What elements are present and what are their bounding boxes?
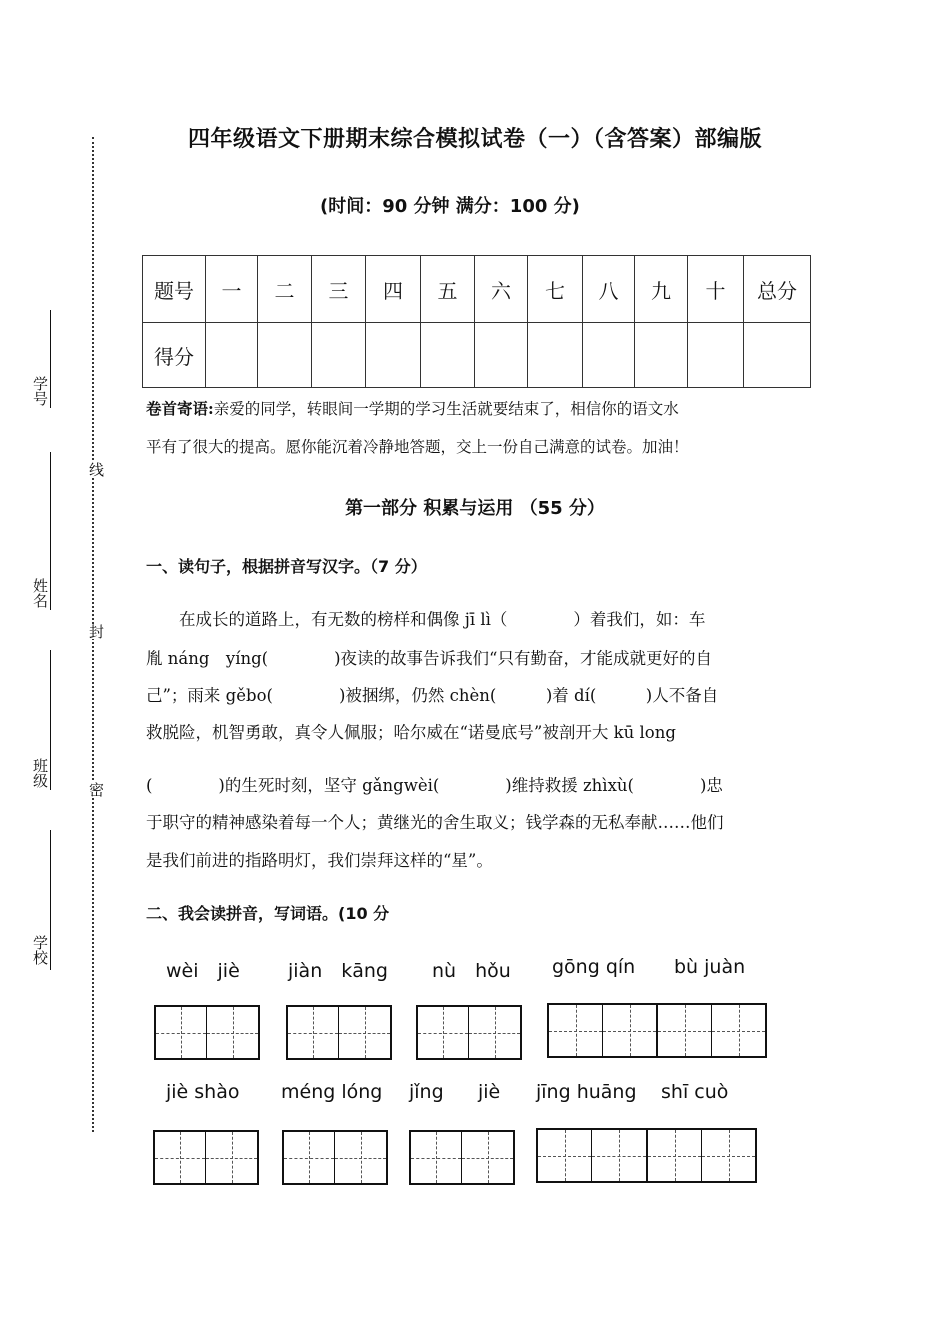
grid-cell[interactable] [603,1005,658,1056]
score-table [142,255,811,388]
score-header: 三 [312,256,366,323]
score-cell [475,323,528,388]
score-header: 总分 [744,256,811,323]
score-header: 十 [688,256,744,323]
q1-title: 一、读句子，根据拼音写汉字。（7 分） [146,557,427,576]
q1-line: 己”；雨来 gěbo( )被捆绑，仍然 chèn( )着 dí( )人不备自 [146,686,719,705]
score-header: 二 [258,256,312,323]
grid-cell[interactable] [549,1005,603,1056]
class-label: 班级 [31,758,49,788]
score-cell [312,323,366,388]
writing-grid[interactable] [282,1130,388,1185]
score-header: 题号 [143,256,206,323]
grid-cell[interactable] [418,1007,469,1058]
q1-line: 救脱险，机智勇敢，真令人佩服；哈尔威在“诺曼底号”被剖开大 kū long [146,723,676,742]
pinyin-label: shī cuò [661,1081,729,1103]
pinyin-label: bù juàn [674,956,746,978]
seal-mark-secret: 密 [87,782,105,797]
seal-mark-line: 线 [87,462,105,477]
name-label: 姓名 [31,578,49,608]
score-cell [206,323,258,388]
pinyin-label: jiè shào [166,1081,240,1103]
grid-cell[interactable] [462,1132,513,1183]
score-cell [366,323,421,388]
writing-grid[interactable] [547,1003,767,1058]
score-header: 九 [635,256,688,323]
preface [146,390,811,466]
score-cell [421,323,475,388]
grid-cell[interactable] [648,1130,702,1181]
grid-cell[interactable] [335,1132,386,1183]
grid-cell[interactable] [156,1007,207,1058]
score-cell [258,323,312,388]
writing-grid[interactable] [153,1130,259,1185]
pinyin-label: jiàn kāng [288,960,388,982]
grid-cell[interactable] [469,1007,520,1058]
student-id-blank [50,310,51,408]
score-header: 八 [583,256,635,323]
writing-grid[interactable] [409,1130,515,1185]
q1-line: ( )的生死时刻，坚守 gǎngwèi( )维持救援 zhìxù( )忠 [146,776,723,795]
class-blank [50,650,51,790]
preface-label: 卷首寄语: [146,399,214,418]
preface-line2: 平有了很大的提高。愿你能沉着冷静地答题，交上一份自己满意的试卷。加油！ [146,438,689,456]
score-cell [744,323,811,388]
q1-line: 胤 náng yíng( )夜读的故事告诉我们“只有勤奋，才能成就更好的自 [146,649,712,668]
score-header: 四 [366,256,421,323]
writing-grid[interactable] [536,1128,757,1183]
grid-cell[interactable] [538,1130,592,1181]
time-info: (时间：90 分钟 满分：100 分) [320,196,580,217]
pinyin-label: méng lóng [281,1081,383,1103]
grid-cell[interactable] [592,1130,648,1181]
writing-grid[interactable] [154,1005,260,1060]
grid-cell[interactable] [658,1005,712,1056]
part1-title: 第一部分 积累与运用 （55 分） [345,498,605,519]
pinyin-label: nù hǒu [432,960,511,982]
grid-cell[interactable] [206,1132,257,1183]
score-header: 五 [421,256,475,323]
writing-grid[interactable] [416,1005,522,1060]
score-header: 七 [528,256,583,323]
pinyin-label: gōng qín [552,956,636,978]
preface-line1: 亲爱的同学，转眼间一学期的学习生活就要结束了，相信你的语文水 [213,400,679,418]
score-cell [635,323,688,388]
score-row-label: 得分 [143,323,206,388]
grid-cell[interactable] [284,1132,335,1183]
pinyin-label: wèi jiè [166,960,240,982]
school-label: 学校 [31,935,49,965]
pinyin-label: jīng huāng [536,1081,637,1103]
pinyin-label: jiè [478,1081,501,1103]
pinyin-label: jǐng [409,1081,444,1103]
q1-line: 于职守的精神感染着每一个人；黄继光的舍生取义；钱学森的无私奉献……他们 [146,813,724,832]
grid-cell[interactable] [207,1007,258,1058]
score-cell [688,323,744,388]
writing-grid[interactable] [286,1005,392,1060]
name-blank [50,452,51,610]
grid-cell[interactable] [155,1132,206,1183]
score-header: 一 [206,256,258,323]
school-blank [50,830,51,970]
grid-cell[interactable] [288,1007,339,1058]
q2-title: 二、我会读拼音，写词语。(10 分 [146,904,390,923]
score-cell [583,323,635,388]
grid-cell[interactable] [702,1130,755,1181]
grid-cell[interactable] [411,1132,462,1183]
q1-line: 是我们前进的指路明灯，我们崇拜这样的“星”。 [146,851,493,870]
q1-line: 在成长的道路上，有无数的榜样和偶像 jī lì（ ）着我们，如：车 [146,610,706,629]
score-header: 六 [475,256,528,323]
student-id-label: 学号 [31,376,49,406]
score-cell [528,323,583,388]
grid-cell[interactable] [339,1007,390,1058]
seal-mark-seal: 封 [87,624,105,639]
grid-cell[interactable] [712,1005,765,1056]
page-title: 四年级语文下册期末综合模拟试卷（一）（含答案）部编版 [187,127,762,152]
